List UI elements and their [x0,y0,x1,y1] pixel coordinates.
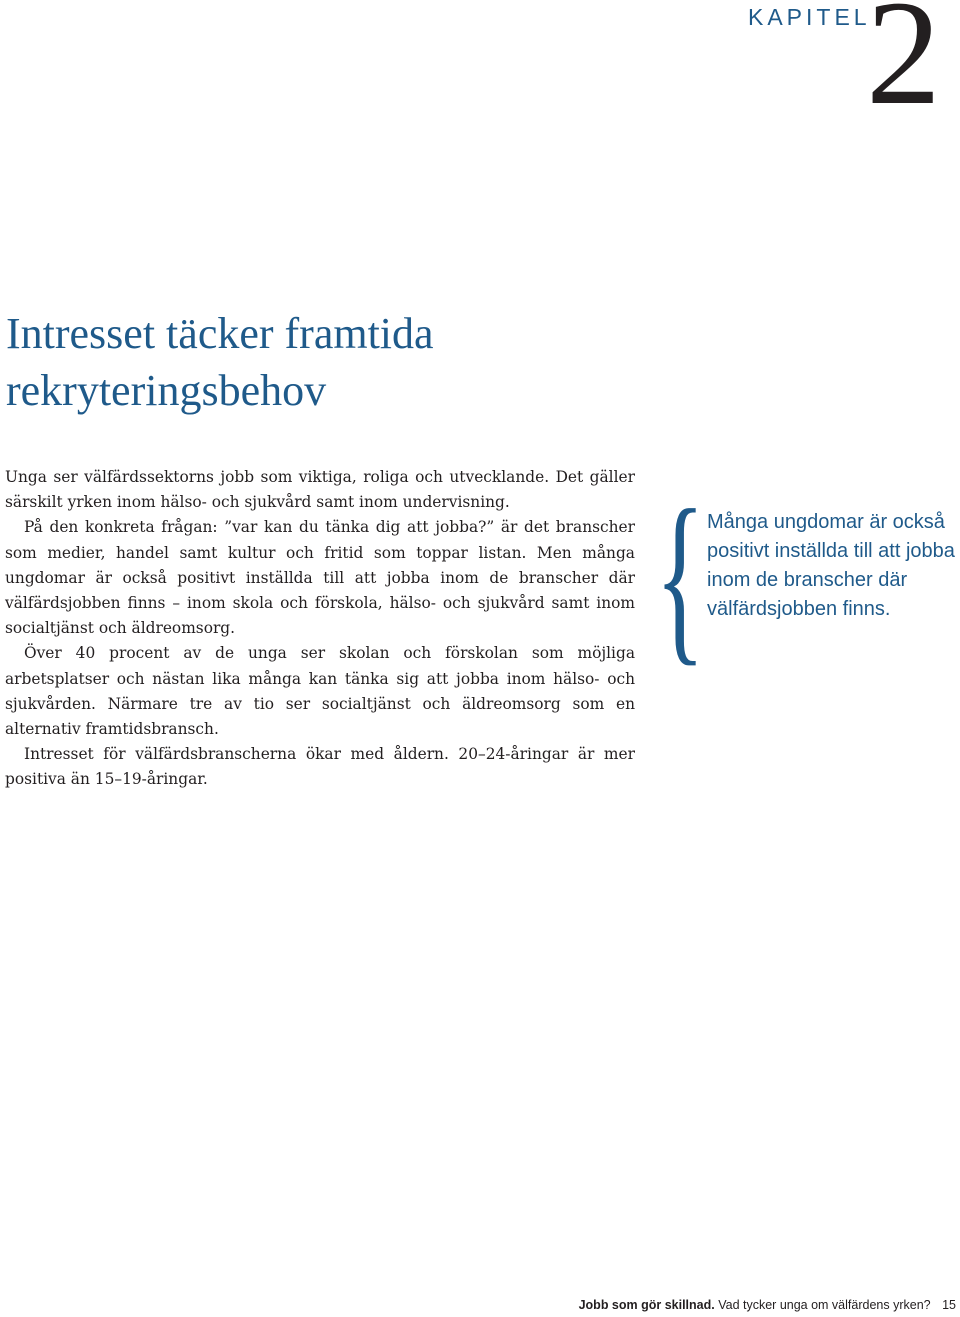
footer-publication-subtitle: Vad tycker unga om välfärdens yrken? [718,1298,931,1312]
page-footer [579,1298,956,1312]
page-number: 15 [942,1298,956,1312]
body-text [5,465,635,793]
curly-brace-icon: { [655,472,706,682]
body-paragraph-1: Unga ser välfärdssektorns jobb som viktiga, roliga och utvecklande. Det gäller särskilt yrken inom hälso- och sjukvård samt inom undervisning. [5,468,635,512]
body-paragraph-4: Intresset för välfärdsbranscherna ökar med åldern. 20–24-åringar är mer positiva än 15–19-åringar. [5,745,635,789]
page-title [6,305,706,419]
pullquote-text: Många ungdomar är också positivt inställda till att jobba inom de branscher där välfärdsjobben finns. [707,511,955,620]
page-title-line-1: Intresset täcker framtida [6,309,434,358]
footer-publication-title: Jobb som gör skillnad. [578,1298,715,1312]
chapter-number: 2 [866,0,941,136]
chapter-label: KAPITEL [748,4,871,30]
body-paragraph-3: Över 40 procent av de unga ser skolan och förskolan som möjliga arbetsplatser och nästan lika många kan tänka sig att jobba inom hälso- och sjukvården. Närmare tre av tio ser socialtjänst och äldreomsorg som en alternativ framtidsbransch. [5,644,635,739]
body-paragraph-2: På den konkreta frågan: ”var kan du tänka dig att jobba?” är det branscher som medier, handel samt kultur och fritid som toppar listan. Men många ungdomar är också positivt inställda till att jobba inom de branscher där välfärdsjobben finns – inom skola och förskola, hälso- och sjukvård samt inom socialtjänst och äldreomsorg. [5,518,635,638]
pullquote [655,472,955,682]
page-title-line-2: rekryteringsbehov [6,366,327,415]
